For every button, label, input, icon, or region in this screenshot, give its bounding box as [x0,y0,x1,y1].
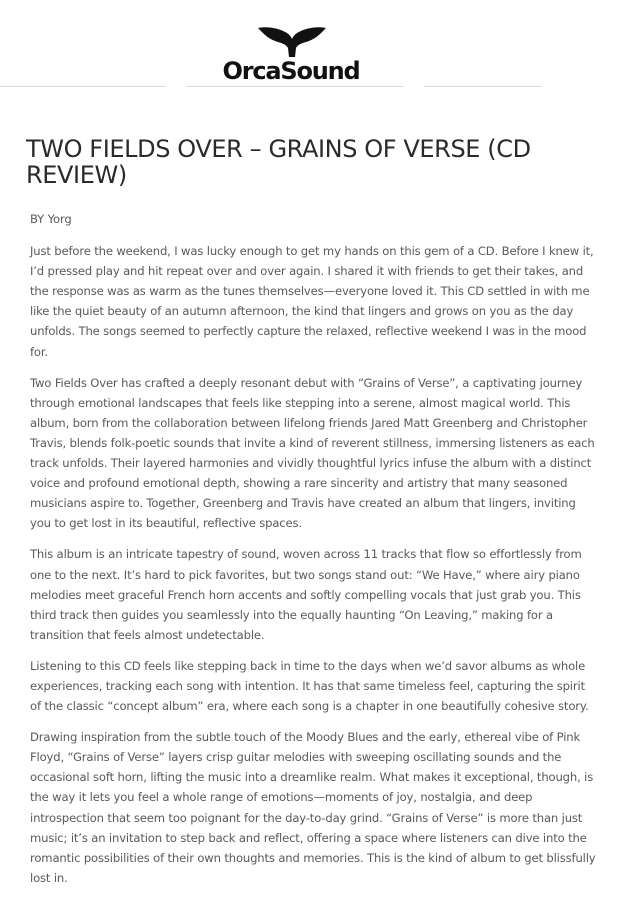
article-body [30,209,596,899]
article-paragraph: Just before the weekend, I was lucky enough to get my hands on this gem of a CD. Before I knew it, I’d pressed play and hit repeat over and over again. I shared it with friends to get their takes, and the response was as warm as the tunes themselves—everyone loved it. This CD settled in with me like the quiet beauty of an autumn afternoon, the kind that lingers and grows on you as the day unfolds. The songs seemed to perfectly capture the relaxed, reflective weekend I was in the mood for. [30,244,594,359]
site-logo[interactable] [200,24,382,86]
whale-tail-icon [257,24,327,58]
header-divider-right [424,86,542,87]
article-paragraph: Drawing inspiration from the subtle touch of the Moody Blues and the early, ethereal vibe of Pink Floyd, “Grains of Verse” layers crisp guitar melodies with sweeping oscillating sounds and the occasional soft horn, lifting the music into a dreamlike realm. What makes it exceptional, though, is the way it lets you feel a whole range of emotions—moments of joy, nostalgia, and deep introspection that seem too poignant for the day-to-day grind. “Grains of Verse” is more than just music; it’s an invitation to step back and reflect, offering a space where listeners can dive into the romantic possibilities of their own thoughts and memories. This is the kind of album to get blissfully lost in. [30,730,596,885]
header-divider-center [186,86,404,87]
header-divider-left [0,86,166,87]
article-paragraph: This album is an intricate tapestry of sound, woven across 11 tracks that flow so effortlessly from one to the next. It’s hard to pick favorites, but two songs stand out: “We Have,” where airy piano melodies meet graceful French horn accents and softly compelling vocals that just grab you. This third track then guides you seamlessly into the equally haunting “On Leaving,” making for a transition that feels almost undetectable. [30,547,582,642]
site-header [0,0,626,100]
logo-wordmark: OrcaSound [222,57,360,85]
article-title: TWO FIELDS OVER – GRAINS OF VERSE (CD REVIEW) [26,135,531,189]
article-paragraph: Two Fields Over has crafted a deeply resonant debut with “Grains of Verse”, a captivating journey through emotional landscapes that feels like stepping into a serene, almost magical world. This album, born from the collaboration between lifelong friends Jared Matt Greenberg and Christopher Travis, blends folk-poetic sounds that invite a kind of reverent stillness, immersing listeners as each track unfolds. Their layered harmonies and vividly thoughtful lyrics infuse the album with a distinct voice and profound emotional depth, showing a rare sincerity and artistry that many seasoned musicians aspire to. Together, Greenberg and Travis have created an album that lingers, inviting you to get lost in its beautiful, reflective spaces. [30,375,595,531]
article-byline: BY Yorg [30,212,72,226]
article-paragraph: Listening to this CD feels like stepping back in time to the days when we’d savor albums as whole experiences, tracking each song with intention. It has that same timeless feel, capturing the spirit of the classic “concept album” era, where each song is a chapter in one beautifully cohesive story. [30,658,589,714]
